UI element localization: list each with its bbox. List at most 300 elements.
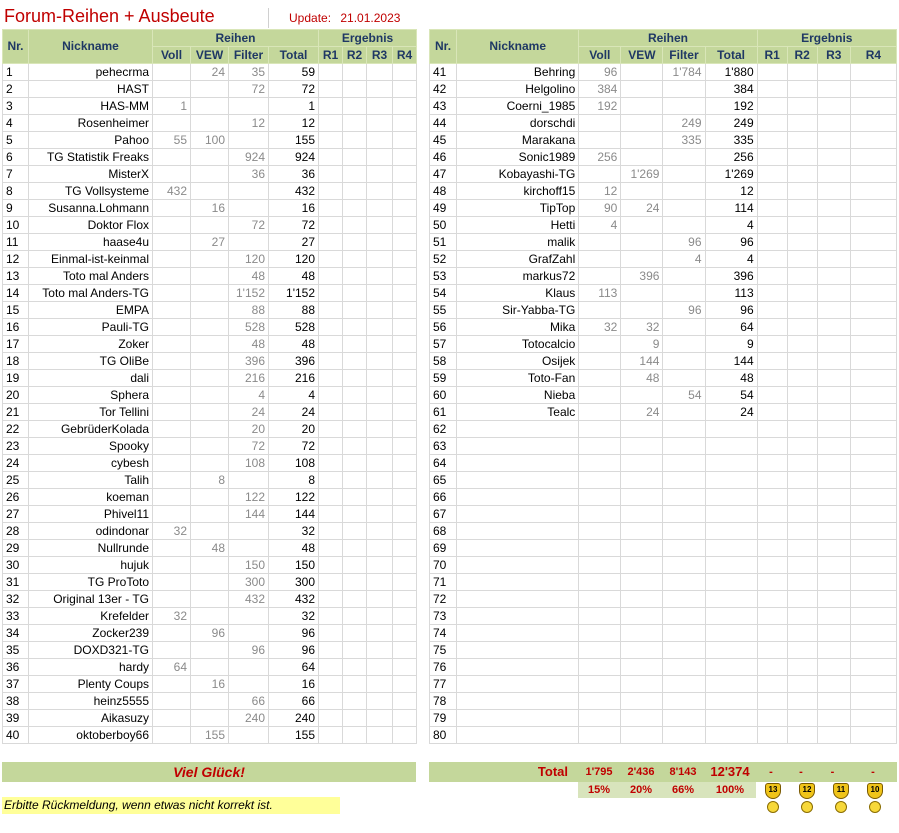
row-r1 (319, 727, 343, 744)
row-r3 (367, 438, 393, 455)
row-nr: 29 (3, 540, 29, 557)
row-voll (579, 268, 621, 285)
row-voll (579, 353, 621, 370)
row-nickname: dorschdi (457, 115, 579, 132)
row-total (705, 506, 757, 523)
row-total (705, 523, 757, 540)
table-row (430, 625, 897, 642)
row-r2 (343, 166, 367, 183)
row-r3 (817, 625, 850, 642)
row-r4 (393, 574, 417, 591)
row-total: 122 (269, 489, 319, 506)
row-r3 (367, 370, 393, 387)
row-r4 (393, 625, 417, 642)
row-total: 335 (705, 132, 757, 149)
col-total: Total (269, 47, 319, 64)
row-r1 (757, 591, 787, 608)
row-r3 (817, 353, 850, 370)
col-nr: Nr. (3, 30, 29, 64)
row-voll (579, 557, 621, 574)
row-filter (229, 234, 269, 251)
row-filter (663, 421, 705, 438)
row-r1 (757, 506, 787, 523)
row-vew: 16 (191, 676, 229, 693)
row-r3 (367, 727, 393, 744)
row-total: 155 (269, 132, 319, 149)
row-nickname: Talih (29, 472, 153, 489)
row-r1 (319, 472, 343, 489)
row-total: 48 (269, 268, 319, 285)
row-total: 20 (269, 421, 319, 438)
row-r1 (757, 472, 787, 489)
row-filter (229, 540, 269, 557)
row-r3 (817, 98, 850, 115)
row-r1 (757, 217, 787, 234)
row-nr: 65 (430, 472, 457, 489)
row-r3 (367, 132, 393, 149)
row-total (705, 438, 757, 455)
row-vew (621, 591, 663, 608)
row-nickname: MisterX (29, 166, 153, 183)
row-r4 (393, 387, 417, 404)
row-r1 (319, 166, 343, 183)
row-nickname (457, 506, 579, 523)
row-voll (579, 642, 621, 659)
header-divider (268, 8, 269, 28)
row-vew (191, 523, 229, 540)
update-label: Update: (289, 11, 332, 25)
row-r3 (367, 591, 393, 608)
row-r4 (393, 285, 417, 302)
row-r4 (850, 472, 896, 489)
row-total: 72 (269, 438, 319, 455)
table-row (430, 506, 897, 523)
row-voll (579, 370, 621, 387)
row-r4 (393, 676, 417, 693)
row-voll (579, 727, 621, 744)
table-row (430, 302, 897, 319)
row-r3 (817, 302, 850, 319)
row-total: 1'269 (705, 166, 757, 183)
row-r1 (319, 217, 343, 234)
row-filter: 66 (229, 693, 269, 710)
table-row (430, 438, 897, 455)
row-r4 (850, 557, 896, 574)
row-r2 (343, 149, 367, 166)
row-r2 (343, 676, 367, 693)
trophy-icons (760, 783, 897, 817)
row-r4 (850, 676, 896, 693)
row-r2 (343, 302, 367, 319)
table-row (3, 727, 417, 744)
table-row (430, 251, 897, 268)
row-r4 (850, 302, 896, 319)
row-filter: 432 (229, 591, 269, 608)
row-r1 (319, 404, 343, 421)
row-nr: 73 (430, 608, 457, 625)
row-r2 (787, 370, 817, 387)
row-voll (153, 727, 191, 744)
row-vew (621, 472, 663, 489)
row-r2 (343, 98, 367, 115)
row-total: 8 (269, 472, 319, 489)
row-filter: 72 (229, 217, 269, 234)
row-r3 (367, 676, 393, 693)
table-row (3, 115, 417, 132)
row-r2 (787, 540, 817, 557)
row-r2 (787, 234, 817, 251)
row-nr: 1 (3, 64, 29, 81)
row-total: 300 (269, 574, 319, 591)
row-r1 (757, 353, 787, 370)
row-r4 (850, 319, 896, 336)
total-vew: 2'436 (620, 762, 662, 782)
table-row (430, 421, 897, 438)
results-table-left (2, 29, 417, 744)
row-nickname (457, 455, 579, 472)
row-nr: 31 (3, 574, 29, 591)
table-row (3, 370, 417, 387)
row-r4 (393, 421, 417, 438)
row-r3 (817, 64, 850, 81)
row-total (705, 659, 757, 676)
row-voll (579, 404, 621, 421)
row-r3 (817, 455, 850, 472)
table-row (3, 200, 417, 217)
table-row (3, 659, 417, 676)
row-r3 (817, 81, 850, 98)
row-nr: 60 (430, 387, 457, 404)
row-filter (663, 149, 705, 166)
update-info (289, 11, 400, 25)
row-r4 (850, 234, 896, 251)
row-nickname: odindonar (29, 523, 153, 540)
row-total: 59 (269, 64, 319, 81)
row-vew (621, 455, 663, 472)
row-vew (621, 625, 663, 642)
row-vew (621, 132, 663, 149)
table-row (3, 268, 417, 285)
table-row (3, 523, 417, 540)
row-r4 (393, 591, 417, 608)
row-voll (153, 319, 191, 336)
row-nickname: malik (457, 234, 579, 251)
row-r1 (319, 438, 343, 455)
row-filter (663, 523, 705, 540)
table-row (3, 302, 417, 319)
row-nickname: Pahoo (29, 132, 153, 149)
row-voll: 90 (579, 200, 621, 217)
row-total: 96 (705, 234, 757, 251)
row-r3 (817, 166, 850, 183)
col-vew: VEW (621, 47, 663, 64)
row-nickname: GrafZahl (457, 251, 579, 268)
row-vew (621, 98, 663, 115)
row-r4 (850, 625, 896, 642)
sheet-header (4, 6, 424, 28)
row-r2 (343, 574, 367, 591)
row-voll (579, 421, 621, 438)
row-r2 (787, 608, 817, 625)
table-row (430, 115, 897, 132)
row-r2 (787, 217, 817, 234)
row-r3 (367, 285, 393, 302)
table-row (3, 421, 417, 438)
row-r2 (787, 642, 817, 659)
row-r1 (319, 183, 343, 200)
row-filter (663, 608, 705, 625)
row-nr: 13 (3, 268, 29, 285)
row-r1 (757, 421, 787, 438)
row-r1 (757, 727, 787, 744)
row-r3 (367, 404, 393, 421)
row-vew (191, 81, 229, 98)
row-nr: 30 (3, 557, 29, 574)
row-total: 192 (705, 98, 757, 115)
row-total: 64 (269, 659, 319, 676)
col-total: Total (705, 47, 757, 64)
row-nickname: Sphera (29, 387, 153, 404)
row-nickname: HAS-MM (29, 98, 153, 115)
row-r1 (757, 710, 787, 727)
row-r2 (343, 710, 367, 727)
row-nr: 71 (430, 574, 457, 591)
row-r2 (343, 625, 367, 642)
row-nr: 78 (430, 693, 457, 710)
row-nickname (457, 710, 579, 727)
table-row (3, 251, 417, 268)
row-filter: 240 (229, 710, 269, 727)
row-r4 (850, 166, 896, 183)
row-nickname: TG Vollsysteme (29, 183, 153, 200)
row-r3 (367, 98, 393, 115)
row-voll (579, 540, 621, 557)
row-r4 (393, 370, 417, 387)
row-nr: 5 (3, 132, 29, 149)
table-row (430, 676, 897, 693)
row-nickname: pehecrma (29, 64, 153, 81)
row-vew (191, 608, 229, 625)
table-row (3, 217, 417, 234)
row-vew (191, 387, 229, 404)
table-row (3, 574, 417, 591)
row-nr: 69 (430, 540, 457, 557)
row-r3 (817, 540, 850, 557)
row-r2 (787, 489, 817, 506)
row-r3 (817, 727, 850, 744)
row-nickname: Marakana (457, 132, 579, 149)
row-voll (579, 591, 621, 608)
row-r2 (343, 132, 367, 149)
row-r2 (787, 438, 817, 455)
row-r4 (850, 200, 896, 217)
col-r1: R1 (319, 47, 343, 64)
row-total: 9 (705, 336, 757, 353)
row-r2 (343, 608, 367, 625)
row-r4 (393, 319, 417, 336)
row-r1 (319, 132, 343, 149)
row-vew (191, 642, 229, 659)
row-r2 (787, 132, 817, 149)
row-vew (191, 693, 229, 710)
table-row (3, 98, 417, 115)
row-vew (621, 523, 663, 540)
row-r1 (757, 438, 787, 455)
row-nickname: TipTop (457, 200, 579, 217)
row-filter: 96 (663, 302, 705, 319)
row-r4 (850, 455, 896, 472)
row-nr: 27 (3, 506, 29, 523)
percent-filter: 66% (662, 782, 704, 798)
row-r1 (757, 64, 787, 81)
row-r3 (367, 710, 393, 727)
row-r2 (343, 387, 367, 404)
table-row (3, 353, 417, 370)
row-nr: 51 (430, 234, 457, 251)
row-nr: 11 (3, 234, 29, 251)
table-row (3, 608, 417, 625)
row-filter (663, 404, 705, 421)
row-r1 (319, 370, 343, 387)
table-row (430, 353, 897, 370)
row-nr: 17 (3, 336, 29, 353)
row-r3 (367, 149, 393, 166)
row-nr: 19 (3, 370, 29, 387)
row-voll (579, 523, 621, 540)
row-voll (153, 574, 191, 591)
row-nickname (457, 625, 579, 642)
row-filter: 249 (663, 115, 705, 132)
row-filter (663, 472, 705, 489)
row-r3 (367, 336, 393, 353)
row-total: 64 (705, 319, 757, 336)
row-total: 114 (705, 200, 757, 217)
row-r4 (393, 234, 417, 251)
row-total: 36 (269, 166, 319, 183)
row-total: 1'880 (705, 64, 757, 81)
row-total: 72 (269, 81, 319, 98)
row-total: 150 (269, 557, 319, 574)
row-total: 384 (705, 81, 757, 98)
row-r1 (319, 506, 343, 523)
row-voll (153, 693, 191, 710)
row-r2 (343, 727, 367, 744)
row-r2 (343, 200, 367, 217)
table-row (3, 149, 417, 166)
row-r4 (393, 81, 417, 98)
row-r1 (319, 268, 343, 285)
table-row (430, 132, 897, 149)
row-nr: 32 (3, 591, 29, 608)
row-voll: 192 (579, 98, 621, 115)
row-filter: 108 (229, 455, 269, 472)
row-filter (663, 727, 705, 744)
row-r2 (343, 268, 367, 285)
row-nickname: Coerni_1985 (457, 98, 579, 115)
row-r4 (393, 268, 417, 285)
row-nr: 47 (430, 166, 457, 183)
col-r4: R4 (393, 47, 417, 64)
row-nickname: Toto-Fan (457, 370, 579, 387)
row-r3 (817, 370, 850, 387)
row-vew: 396 (621, 268, 663, 285)
row-r1 (757, 489, 787, 506)
row-vew: 24 (191, 64, 229, 81)
row-r4 (393, 353, 417, 370)
row-total: 27 (269, 234, 319, 251)
row-r3 (817, 710, 850, 727)
row-r1 (319, 336, 343, 353)
row-voll: 32 (579, 319, 621, 336)
row-nr: 23 (3, 438, 29, 455)
row-voll (153, 166, 191, 183)
row-r4 (850, 642, 896, 659)
total-r4: - (849, 762, 897, 782)
row-filter: 924 (229, 149, 269, 166)
row-r4 (850, 217, 896, 234)
row-filter (229, 625, 269, 642)
table-row (3, 472, 417, 489)
row-filter: 1'784 (663, 64, 705, 81)
row-r2 (787, 64, 817, 81)
row-filter (663, 336, 705, 353)
row-nickname: Toto mal Anders (29, 268, 153, 285)
row-vew (191, 574, 229, 591)
row-filter (229, 472, 269, 489)
row-nr: 3 (3, 98, 29, 115)
total-label: Total (429, 762, 578, 782)
table-row (3, 540, 417, 557)
row-r2 (343, 336, 367, 353)
row-vew: 48 (621, 370, 663, 387)
row-r3 (367, 166, 393, 183)
row-voll (153, 268, 191, 285)
row-nr: 57 (430, 336, 457, 353)
row-total: 54 (705, 387, 757, 404)
row-voll (153, 64, 191, 81)
row-r1 (757, 642, 787, 659)
row-vew (621, 693, 663, 710)
row-total: 432 (269, 183, 319, 200)
row-filter (663, 710, 705, 727)
row-nickname: haase4u (29, 234, 153, 251)
row-r3 (817, 268, 850, 285)
row-nr: 55 (430, 302, 457, 319)
row-voll (153, 370, 191, 387)
row-vew (621, 727, 663, 744)
row-nickname (457, 659, 579, 676)
row-nickname (457, 421, 579, 438)
row-filter (229, 132, 269, 149)
row-r4 (393, 506, 417, 523)
row-filter (663, 506, 705, 523)
row-r1 (757, 659, 787, 676)
total-r2: - (786, 762, 816, 782)
col-nickname: Nickname (457, 30, 579, 64)
row-r4 (850, 387, 896, 404)
row-filter (663, 285, 705, 302)
row-nr: 52 (430, 251, 457, 268)
row-vew: 100 (191, 132, 229, 149)
row-voll: 113 (579, 285, 621, 302)
row-total (705, 710, 757, 727)
row-r4 (850, 523, 896, 540)
row-voll (153, 489, 191, 506)
row-r1 (319, 285, 343, 302)
table-row (3, 557, 417, 574)
row-total: 4 (705, 217, 757, 234)
col-filter: Filter (229, 47, 269, 64)
